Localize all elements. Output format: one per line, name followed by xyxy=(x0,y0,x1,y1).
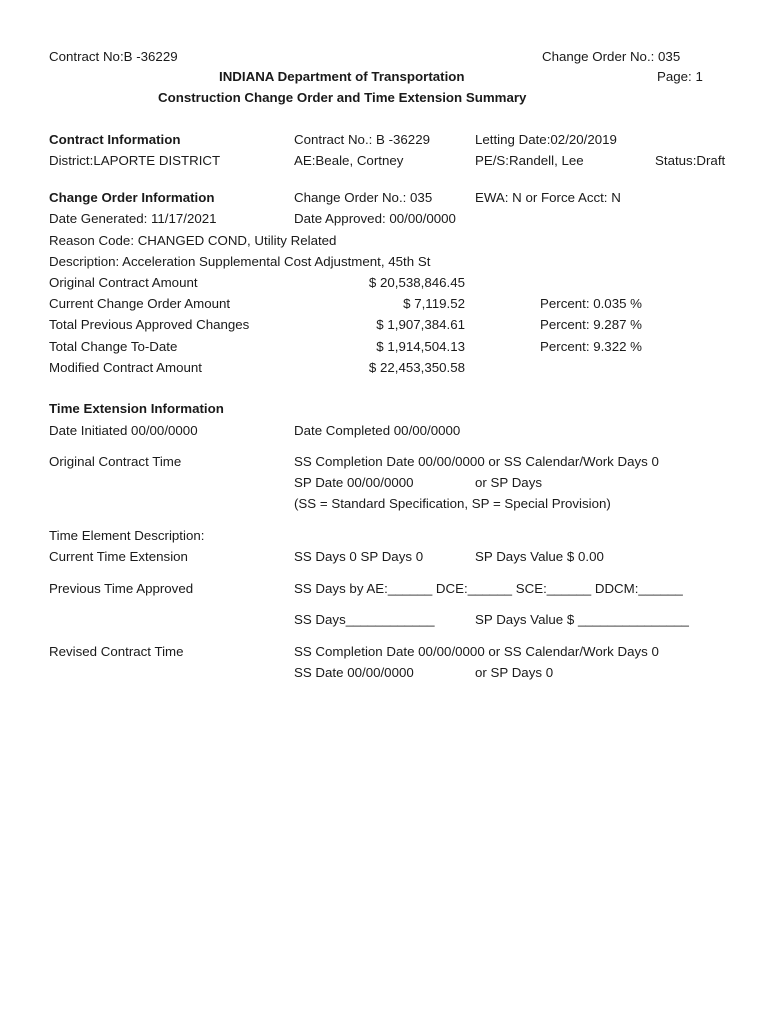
original-sp-days: or SP Days xyxy=(475,475,543,490)
amount-value: $ 7,119.52 xyxy=(403,296,465,311)
reason-code-field: Reason Code: CHANGED COND, Utility Related xyxy=(49,233,337,248)
current-time-extension-label: Current Time Extension xyxy=(49,549,188,564)
description-field: Description: Acceleration Supplemental Cost Adjustment, 45th St xyxy=(49,254,431,269)
date-generated-field: Date Generated: 11/17/2021 xyxy=(49,211,217,226)
previous-time-approved-label: Previous Time Approved xyxy=(49,581,194,596)
revised-contract-time-label: Revised Contract Time xyxy=(49,644,184,659)
original-sp-date: SP Date 00/00/0000 xyxy=(294,475,414,490)
ewa-field: EWA: N or Force Acct: N xyxy=(475,190,621,205)
pe-s-field: PE/S:Randell, Lee xyxy=(475,153,584,168)
percent-value: Percent: 0.035 % xyxy=(540,296,643,311)
original-completion-line: SS Completion Date 00/00/0000 or SS Calendar/Work Days 0 xyxy=(294,454,659,469)
letting-date-field: Letting Date:02/20/2019 xyxy=(475,132,617,147)
percent-value: Percent: 9.287 % xyxy=(540,317,643,332)
date-completed-field: Date Completed 00/00/0000 xyxy=(294,423,461,438)
current-sp-days-value: SP Days Value $ 0.00 xyxy=(475,549,604,564)
revised-ss-date: SS Date 00/00/0000 xyxy=(294,665,414,680)
amount-value: $ 22,453,350.58 xyxy=(368,360,465,375)
revised-sp-days: or SP Days 0 xyxy=(475,665,554,680)
spec-note: (SS = Standard Specification, SP = Special Provision) xyxy=(294,496,611,511)
amount-label: Current Change Order Amount xyxy=(49,296,231,311)
date-initiated-field: Date Initiated 00/00/0000 xyxy=(49,423,198,438)
amount-value: $ 20,538,846.45 xyxy=(368,275,465,290)
time-extension-heading: Time Extension Information xyxy=(49,401,224,416)
previous-sp-days-value: SP Days Value $ _______________ xyxy=(475,612,689,627)
previous-approval-line: SS Days by AE:______ DCE:______ SCE:______ DDCM:______ xyxy=(294,581,683,596)
contract-no-field: Contract No.: B -36229 xyxy=(294,132,430,147)
current-ss-sp-days: SS Days 0 SP Days 0 xyxy=(294,549,424,564)
page-number: Page: 1 xyxy=(657,69,703,84)
district-field: District:LAPORTE DISTRICT xyxy=(49,153,221,168)
amount-label: Total Change To-Date xyxy=(49,339,178,354)
amount-value: $ 1,907,384.61 xyxy=(376,317,465,332)
revised-completion-line: SS Completion Date 00/00/0000 or SS Calendar/Work Days 0 xyxy=(294,644,659,659)
amount-label: Modified Contract Amount xyxy=(49,360,202,375)
amount-value: $ 1,914,504.13 xyxy=(376,339,465,354)
agency-title: INDIANA Department of Transportation xyxy=(219,69,465,84)
original-contract-time-label: Original Contract Time xyxy=(49,454,182,469)
document-title: Construction Change Order and Time Extension Summary xyxy=(158,90,527,105)
previous-ss-days: SS Days____________ xyxy=(294,612,435,627)
header-contract-no: Contract No:B -36229 xyxy=(49,49,178,64)
time-element-description-label: Time Element Description: xyxy=(49,528,205,543)
amount-label: Original Contract Amount xyxy=(49,275,198,290)
amount-label: Total Previous Approved Changes xyxy=(49,317,250,332)
header-change-order-no: Change Order No.: 035 xyxy=(542,49,681,64)
contract-info-heading: Contract Information xyxy=(49,132,181,147)
status-field: Status:Draft xyxy=(655,153,726,168)
change-order-info-heading: Change Order Information xyxy=(49,190,215,205)
ae-field: AE:Beale, Cortney xyxy=(294,153,404,168)
change-order-no-field: Change Order No.: 035 xyxy=(294,190,433,205)
date-approved-field: Date Approved: 00/00/0000 xyxy=(294,211,456,226)
percent-value: Percent: 9.322 % xyxy=(540,339,643,354)
